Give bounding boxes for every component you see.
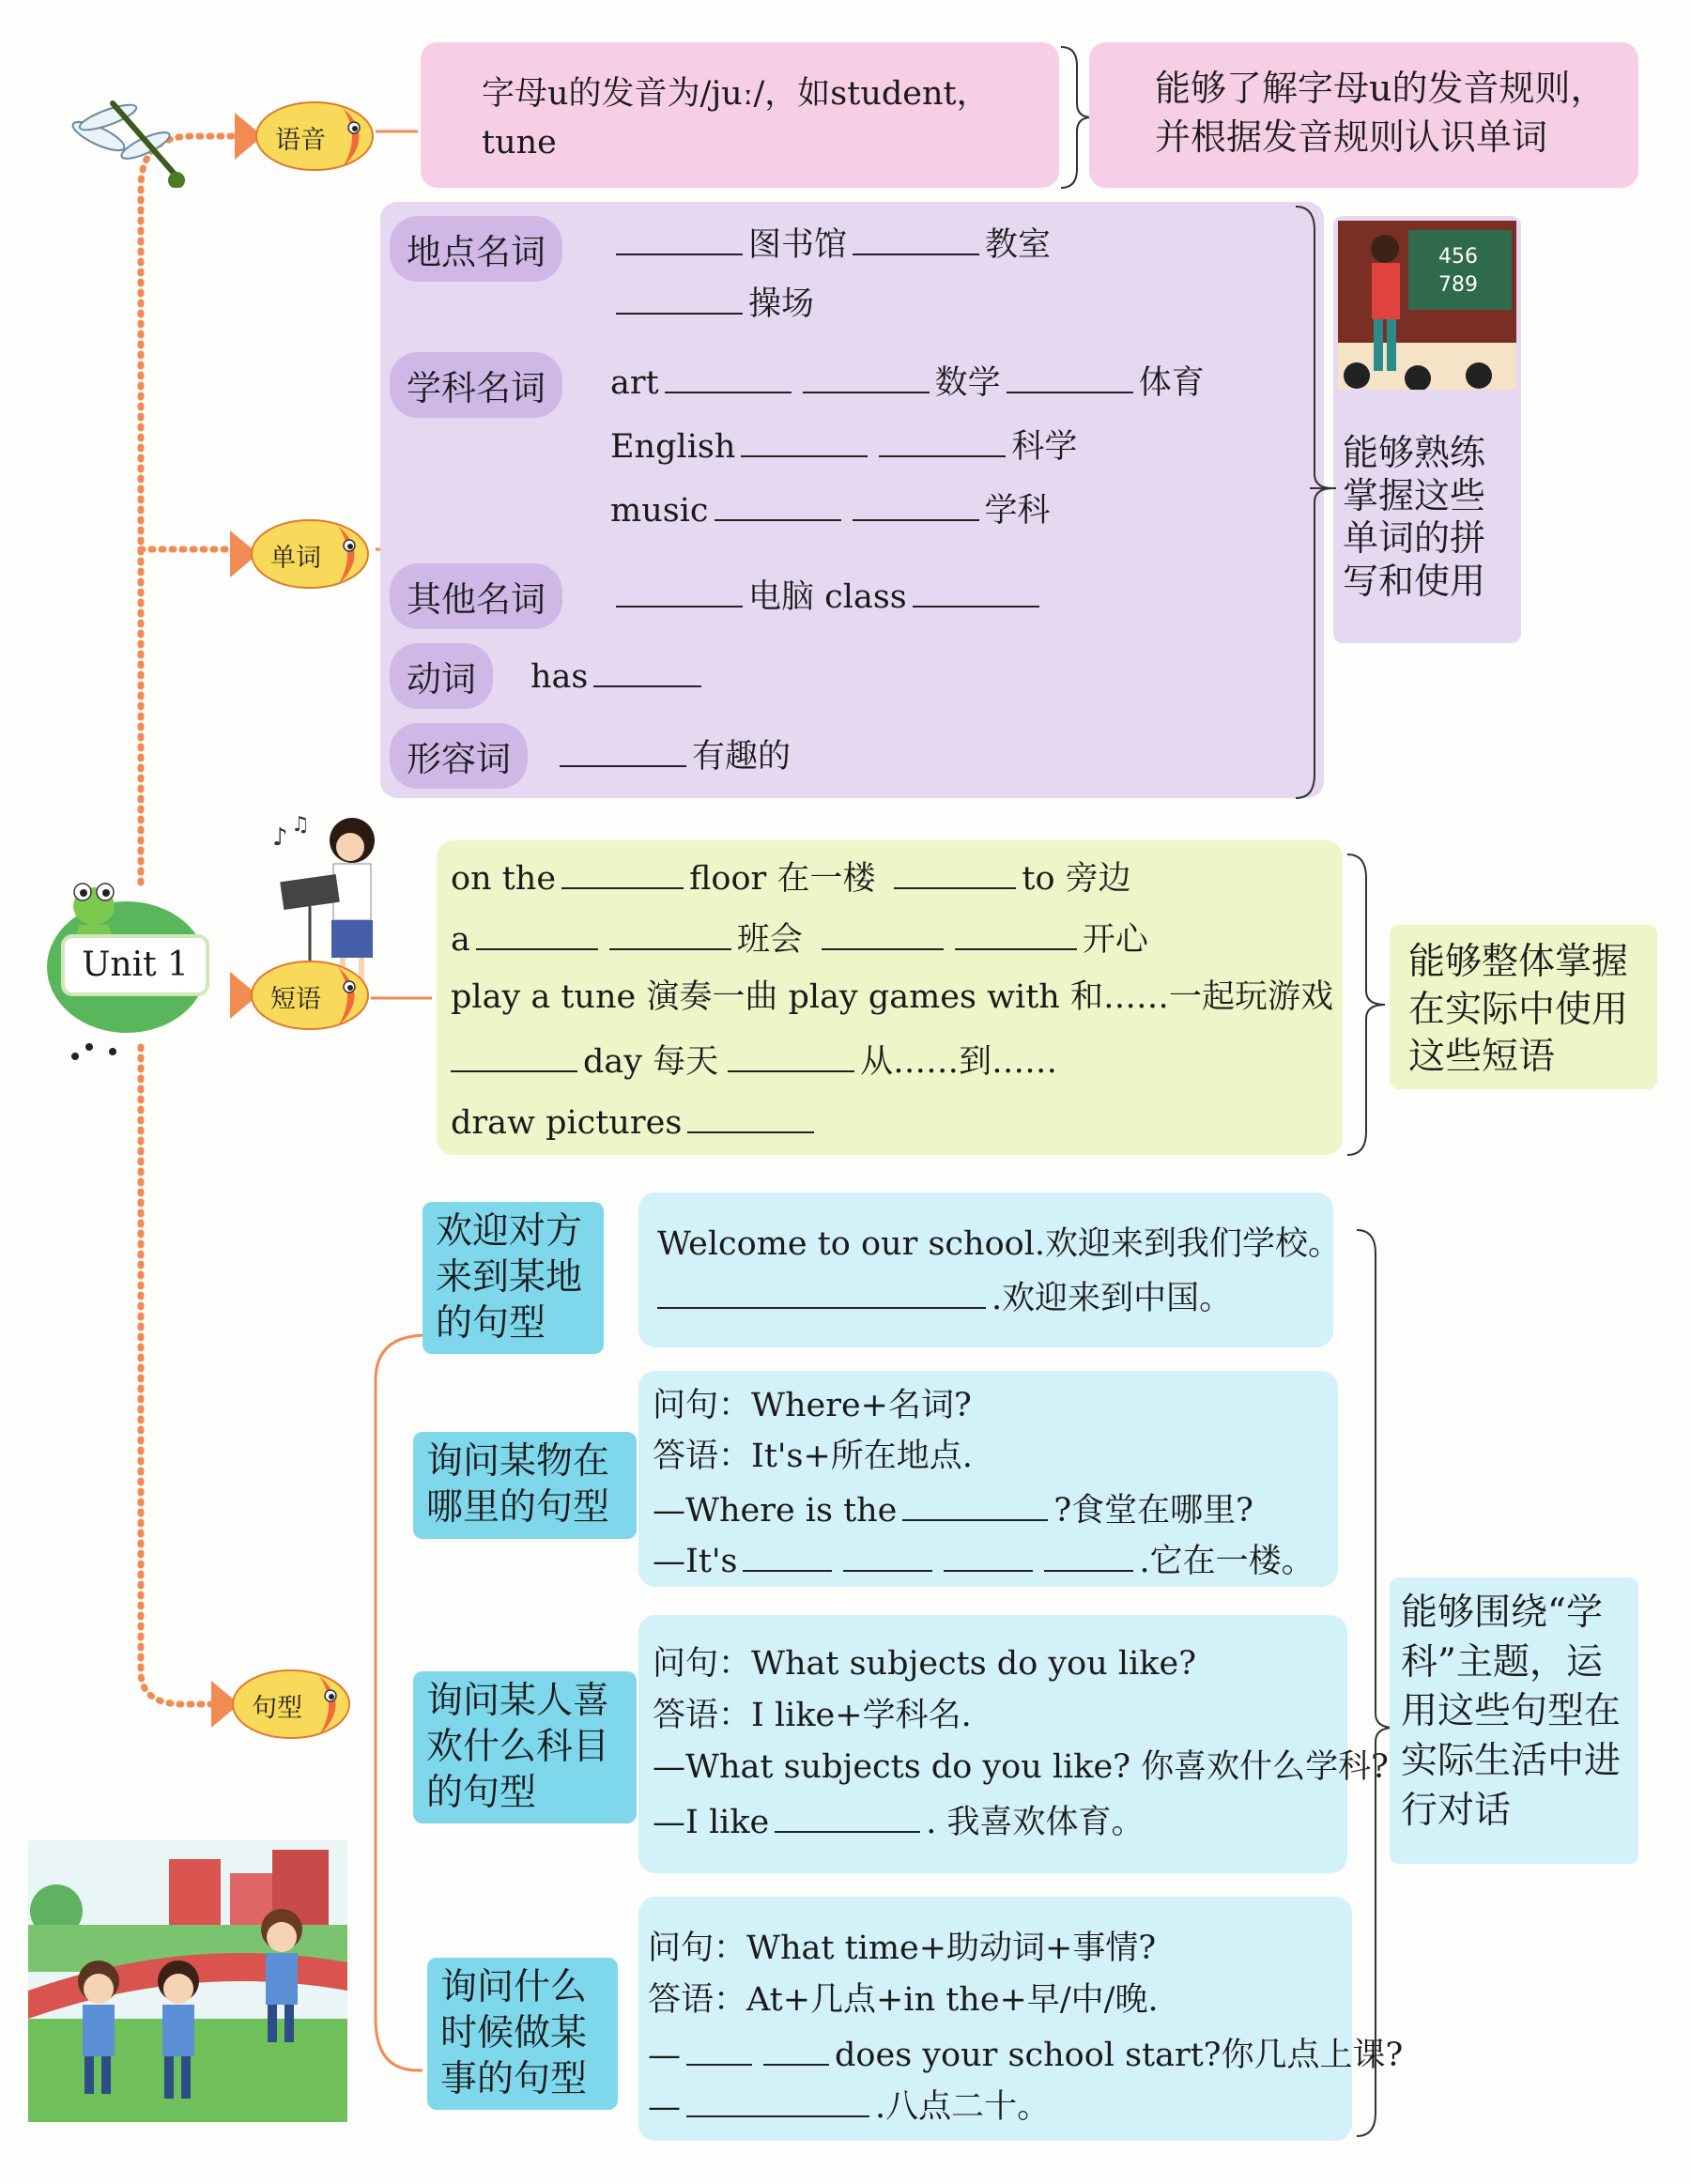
welcome-tag-line2: 来到某地 (436, 1255, 583, 1299)
brace-pronunciation (1056, 42, 1094, 192)
subject-pe: 体育 (1138, 364, 1205, 402)
sentences-goal-line1: 能够围绕“学 (1401, 1592, 1603, 1634)
brace-vocabulary (1291, 202, 1338, 803)
time-tag-line1: 询问什么 (440, 1966, 588, 2008)
subject-science: 科学 (1011, 428, 1078, 466)
place-classroom: 教室 (985, 226, 1052, 264)
subjects-a-end: . 我喜欢体育。 (926, 1804, 1145, 1841)
tag-welcome-pattern (423, 1202, 604, 1354)
vocabulary-goal-text (1343, 432, 1485, 603)
place-row1 (610, 225, 1051, 262)
subject-music: music (610, 492, 709, 530)
subjects-tag-line1: 询问某人喜 (426, 1680, 610, 1722)
phrase-row4 (451, 1042, 1057, 1079)
vocab-goal-line1: 能够熟练 (1343, 432, 1486, 473)
subjects-tag-line3: 的句型 (426, 1771, 537, 1814)
sentences-goal-line2: 科”主题，运 (1401, 1640, 1603, 1684)
welcome-line1: Welcome to our school.欢迎来到我们学校。 (657, 1225, 1342, 1263)
welcome-china: .欢迎来到中国。 (992, 1280, 1233, 1317)
subject-english: English (610, 428, 736, 466)
welcome-pattern-box (638, 1192, 1342, 1347)
phrase-next-to: to 旁边 (1022, 860, 1131, 898)
subjects-a-start: —I like (653, 1804, 770, 1841)
pronunciation-rule-line1: 字母u的发音为/juː/，如student， (482, 75, 990, 113)
fish-label-vocabulary: 单词 (270, 544, 321, 573)
pronunciation-rule-box (421, 42, 1059, 188)
welcome-tag-line3: 的句型 (436, 1301, 546, 1345)
tag-where-pattern (413, 1432, 637, 1539)
vocabulary-goal-box (1333, 216, 1521, 643)
pronunciation-rule-line2: tune (482, 124, 557, 161)
subject-art: art (610, 364, 659, 402)
where-line4 (653, 1542, 1314, 1578)
sentences-goal-line3: 用这些句型在 (1401, 1690, 1622, 1733)
where-q-end: ?食堂在哪里? (1053, 1492, 1253, 1530)
board-line1: 456 (1438, 245, 1478, 269)
adjective-row (554, 737, 791, 774)
where-a-start: —It's (653, 1543, 738, 1580)
verb-row (530, 657, 707, 694)
phrase-happy: 开心 (1082, 921, 1148, 959)
phrase-every-day: day 每天 (583, 1043, 719, 1081)
sentences-goal-text (1401, 1589, 1621, 1836)
phrase-draw-pictures: draw pictures (451, 1104, 683, 1142)
tag-verb: 动词 (390, 643, 493, 709)
sentences-goal-line4: 实际生活中进 (1401, 1739, 1622, 1782)
time-line4 (648, 2087, 1050, 2124)
subjects-line2: 答语：I like+学科名. (653, 1697, 972, 1734)
time-a-dash: — (648, 2088, 681, 2126)
time-q-dash: — (648, 2037, 681, 2074)
other-class: class (824, 578, 907, 616)
children-playing-icon (28, 1840, 347, 2122)
subjects-line1: 问句：What subjects do you like? (653, 1645, 1196, 1683)
fish-sentences-icon (207, 1662, 357, 1746)
time-line2: 答语：At+几点+in the+早/中/晚. (648, 1981, 1159, 2019)
fish-label-pronunciation: 语音 (275, 126, 326, 155)
phrase-floor: floor 在一楼 (689, 860, 876, 898)
verb-has: has (530, 658, 589, 696)
adjective-interesting: 有趣的 (692, 738, 792, 776)
pronunciation-goal-line1: 能够了解字母u的发音规则， (1155, 68, 1606, 109)
other-computer: 电脑 (748, 578, 815, 616)
where-pattern-box (638, 1371, 1338, 1587)
where-tag-line2: 哪里的句型 (426, 1485, 610, 1529)
vocab-goal-line2: 掌握这些 (1343, 474, 1486, 516)
place-library: 图书馆 (748, 226, 848, 264)
time-q-end: does your school start?你几点上课? (835, 2037, 1404, 2074)
time-a-end: .八点二十。 (875, 2088, 1051, 2126)
tag-adjective: 形容词 (390, 723, 528, 789)
subject-math: 数学 (934, 364, 1001, 402)
phrases-goal-box (1390, 925, 1657, 1089)
subjects-line3: —What subjects do you like? 你喜欢什么学科? (653, 1748, 1389, 1786)
tag-subject-nouns: 学科名词 (390, 352, 562, 418)
fish-pronunciation-icon (230, 94, 380, 178)
phrases-goal-line2: 在实际中使用 (1408, 988, 1629, 1031)
subjects-pattern-box (638, 1615, 1389, 1873)
welcome-line2 (657, 1279, 1232, 1315)
sentences-goal-box (1390, 1577, 1638, 1864)
fish-label-sentences: 句型 (252, 1694, 302, 1723)
phrases-goal-line1: 能够整体掌握 (1408, 941, 1629, 983)
phrase-row2 (451, 920, 1148, 957)
unit-label: Unit 1 (61, 934, 209, 996)
phrase-from-to: 从……到…… (860, 1043, 1058, 1081)
other-row (610, 577, 1045, 614)
teacher-picture-icon (1338, 221, 1516, 390)
svg-text:♫: ♫ (291, 813, 310, 837)
fish-phrases-icon (225, 953, 376, 1038)
pronunciation-goal-line2: 并根据发音规则认识单词 (1155, 116, 1548, 158)
pronunciation-goal-box (1089, 42, 1638, 188)
phrase-class-meeting: 班会 (736, 921, 803, 959)
subjects-line4 (653, 1803, 1145, 1839)
dragonfly-icon (56, 85, 188, 188)
phrases-goal-line3: 这些短语 (1408, 1036, 1556, 1079)
subject-row2 (610, 427, 1077, 464)
subjects-tag-line2: 欢什么科目 (426, 1725, 610, 1768)
tag-time-pattern (427, 1958, 618, 2110)
time-line3 (648, 2036, 1403, 2072)
fish-label-phrases: 短语 (270, 985, 321, 1014)
tag-place-nouns: 地点名词 (390, 216, 562, 282)
tag-other-nouns: 其他名词 (390, 563, 562, 629)
vocab-goal-connector (1310, 484, 1338, 493)
brace-phrases (1343, 850, 1390, 1160)
where-q-start: —Where is the (653, 1492, 898, 1530)
tag-subjects-pattern (413, 1671, 637, 1823)
time-tag-line2: 时候做某 (440, 2011, 588, 2054)
phrase-row1 (451, 859, 1131, 896)
phrase-a: a (451, 921, 470, 959)
fish-vocabulary-icon (225, 512, 376, 596)
welcome-tag-line1: 欢迎对方 (436, 1210, 583, 1253)
vocab-goal-line3: 单词的拼 (1343, 517, 1486, 560)
where-a-end: .它在一楼。 (1139, 1543, 1314, 1580)
vocab-goal-line4: 写和使用 (1343, 560, 1486, 602)
svg-text:♪: ♪ (272, 823, 288, 852)
phrase-on-the: on the (451, 860, 557, 898)
place-playground: 操场 (748, 285, 815, 323)
where-line1: 问句：Where+名词? (653, 1387, 972, 1424)
time-pattern-box (638, 1897, 1404, 2141)
time-tag-line3: 事的句型 (440, 2057, 588, 2100)
phrase-row5 (451, 1103, 820, 1140)
phrase-row3: play a tune 演奏一曲 play games with 和……一起玩游戏 (451, 978, 1333, 1016)
phrases-box (437, 840, 1343, 1155)
where-tag-line1: 询问某物在 (426, 1440, 610, 1483)
sentences-goal-line5: 行对话 (1401, 1789, 1512, 1832)
time-line1: 问句：What time+助动词+事情? (648, 1930, 1157, 1967)
board-line2: 789 (1438, 273, 1478, 297)
subject-row1 (610, 363, 1205, 400)
vocabulary-box (380, 202, 1324, 798)
subject-row3 (610, 491, 1051, 528)
place-row2 (610, 285, 814, 321)
subject-subject: 学科 (984, 492, 1051, 530)
where-line2: 答语：It's+所在地点. (653, 1438, 973, 1475)
where-line3 (653, 1491, 1253, 1528)
phrases-goal-text (1408, 939, 1628, 1082)
